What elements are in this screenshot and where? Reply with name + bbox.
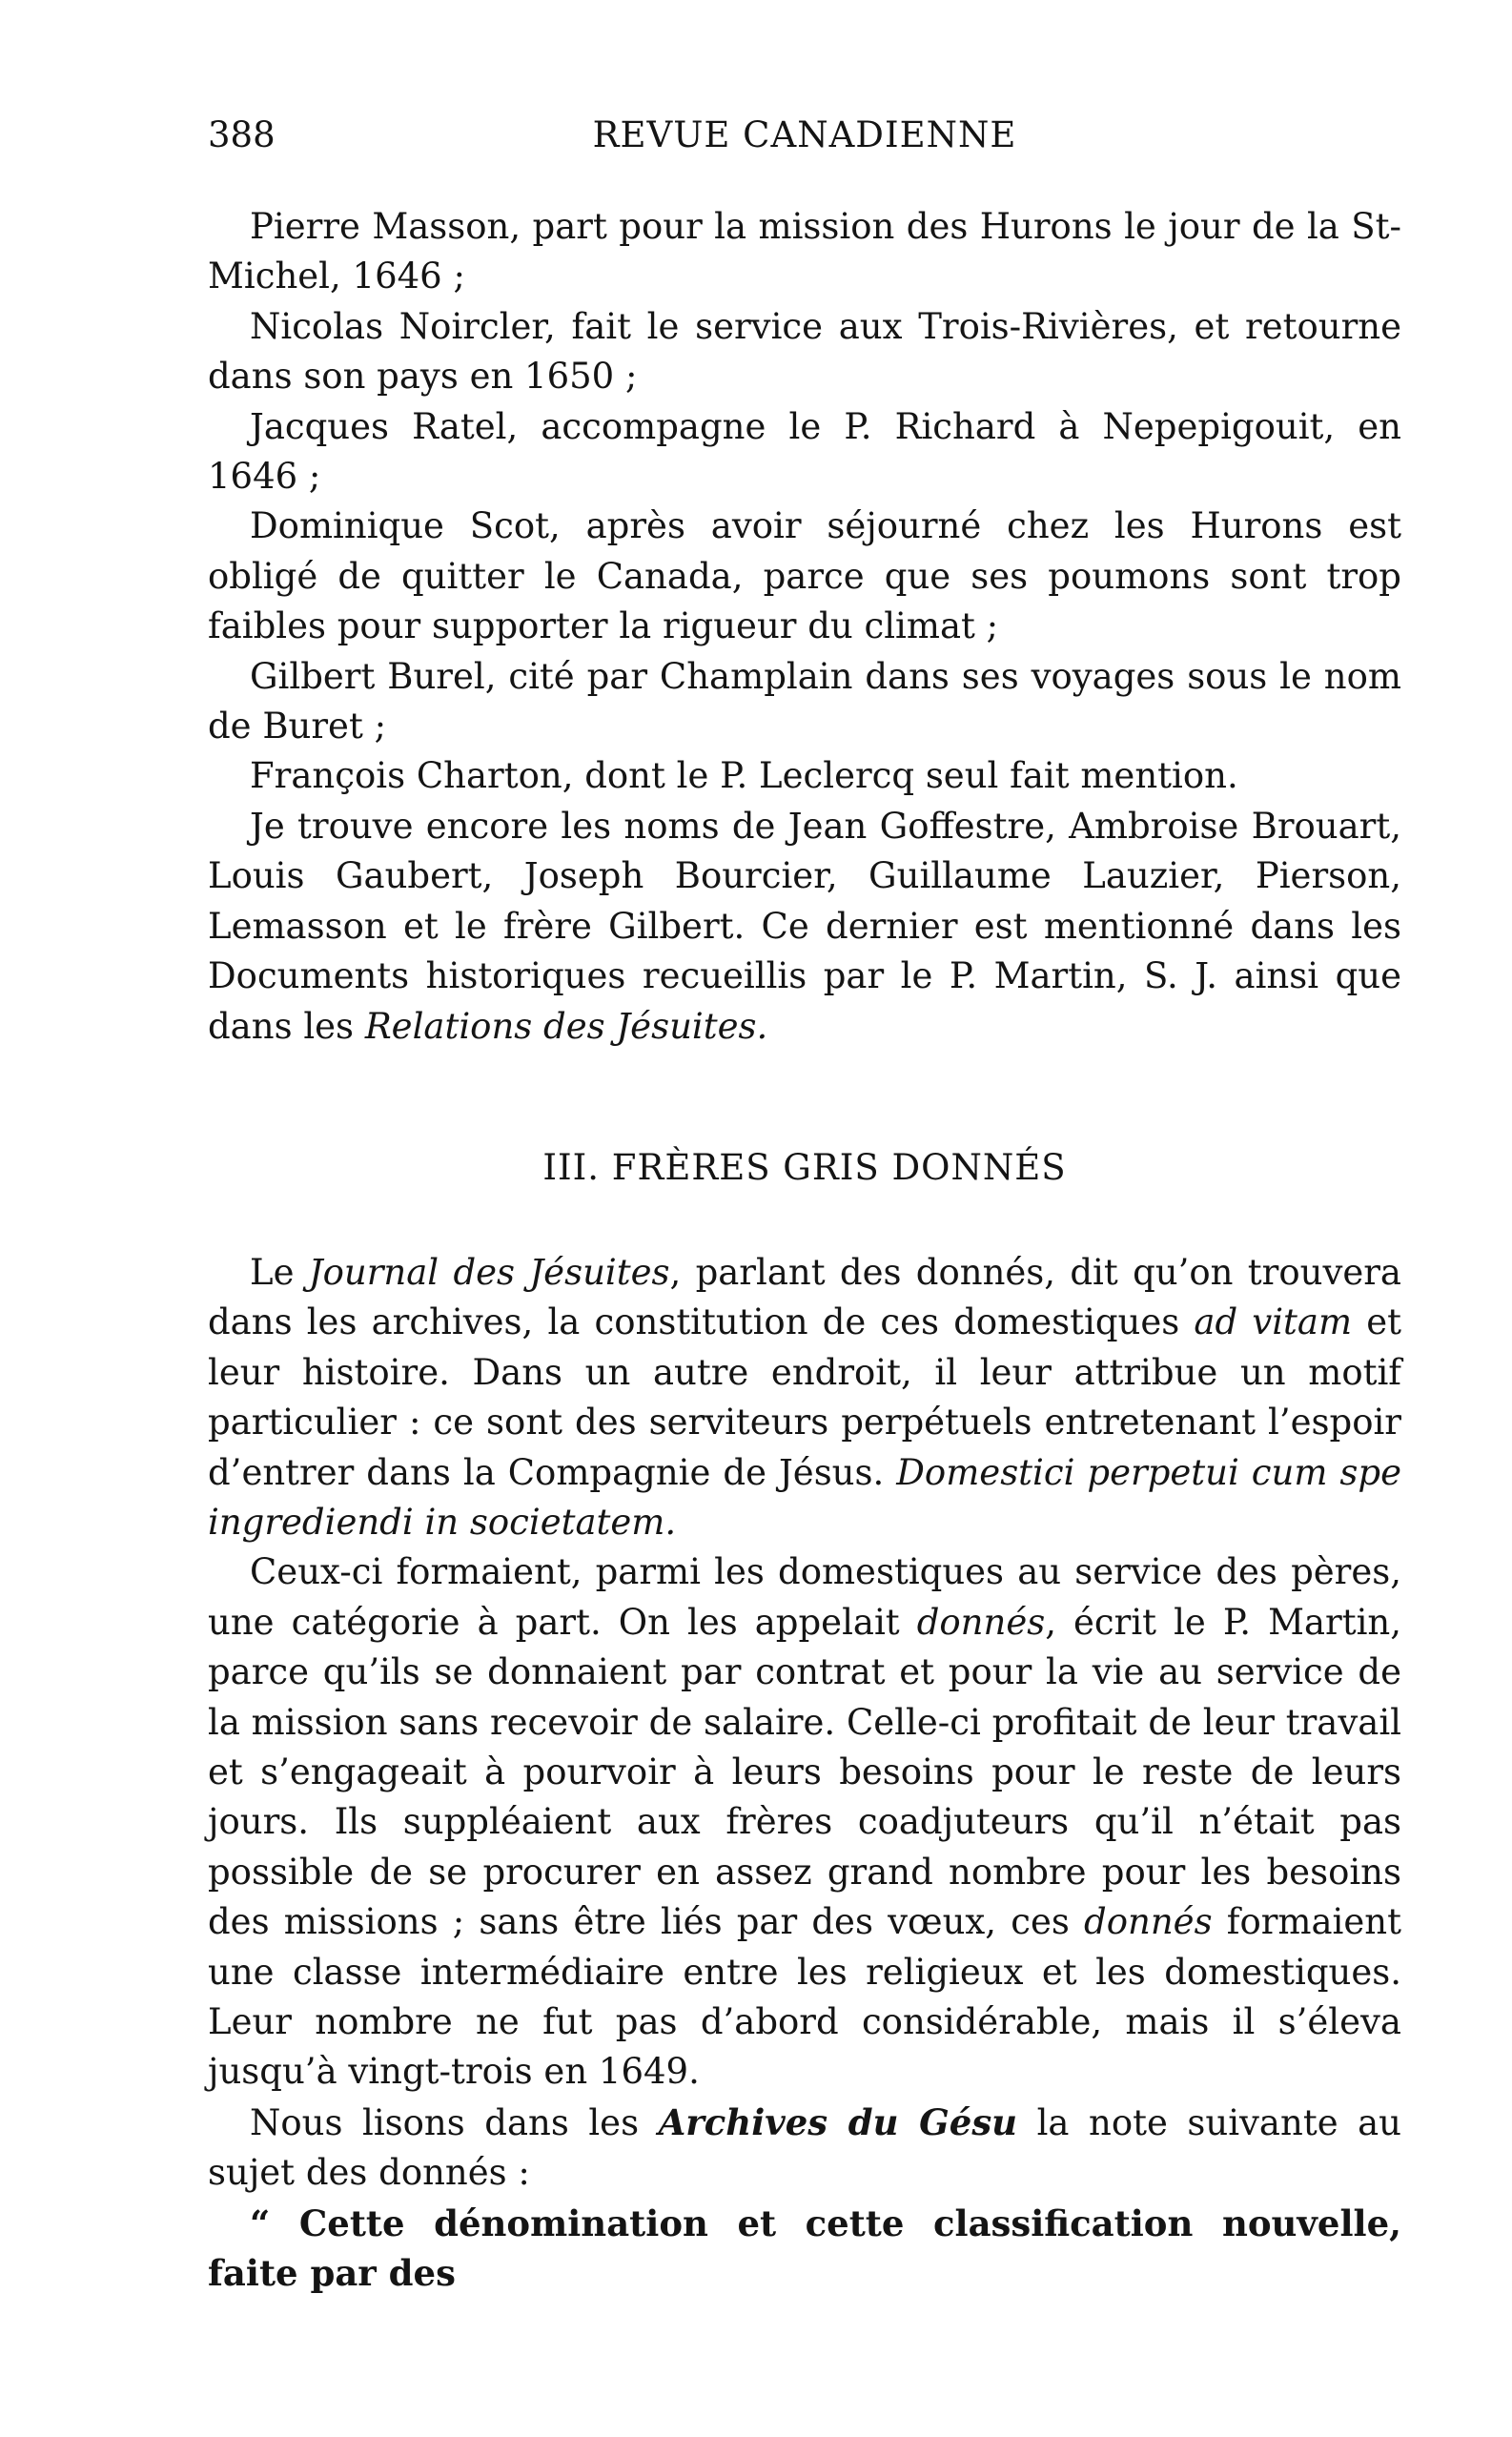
section-title: III. FRÈRES GRIS DONNÉS	[542, 1146, 1067, 1188]
italic-title: Relations des Jésuites.	[364, 1005, 768, 1047]
paragraph-text: formaient une classe intermédiaire entre les religieux et les domestiques. Leur nombre ne fut pas d’abord considérable, mais il s’éleva jusqu’à vingt-trois en 1649.	[208, 1901, 1401, 2093]
italic-text: ad vitam	[1194, 1301, 1353, 1343]
paragraph-ceux	[208, 1547, 1401, 2097]
italic-text: donnés	[1084, 1901, 1213, 1943]
page-body	[208, 202, 1401, 2298]
paragraph-text: et leur histoire. Dans un autre endroit, il leur attribue un motif particulier : ce sont des serviteurs perpétuels entretenant l’espoir d’entrer dans la Compagnie de Jésus.	[208, 1301, 1401, 1493]
running-title: REVUE CANADIENNE	[592, 114, 1017, 155]
paragraph-text: Je trouve encore les noms de Jean Goffestre, Ambroise Brouart, Louis Gaubert, Joseph Bourcier, Guillaume Lauzier, Pierson, Lemasson et le frère Gilbert. Ce dernier est mentionné dans les Documents historiques recueillis par le P. Martin, S. J. ainsi que dans les	[208, 805, 1401, 1047]
italic-text: Archives du Gésu	[658, 2100, 1018, 2143]
list-item: Pierre Masson, part pour la mission des Hurons le jour de la St-Michel, 1646 ;	[208, 206, 1401, 297]
quote-start: “ Cette dénomination et cette classification nouvelle, faite par des	[208, 2201, 1401, 2295]
list-item: Dominique Scot, après avoir séjourné chez les Hurons est obligé de quitter le Canada, parce que ses poumons sont trop faibles pour supporter la rigueur du climat ;	[208, 505, 1401, 647]
page-number: 388	[208, 114, 276, 155]
paragraph-text: , écrit le P. Martin, parce qu’ils se donnaient par contrat et pour la vie au service de la mission sans recevoir de salaire. Celle-ci profitait de leur travail et s’engageait à pourvoir à leurs besoins pour le reste de leurs jours. Ils suppléaient aux frères coadjuteurs qu’il n’était pas possible de se procurer en assez grand nombre pour les besoins des missions ; sans être liés par des vœux, ces	[208, 1601, 1401, 1943]
list-item: Nicolas Noircler, fait le service aux Trois-Rivières, et retourne dans son pays en 1650 ;	[208, 305, 1401, 398]
italic-text: Domestici perpetui cum spe ingrediendi in societatem.	[208, 1451, 1401, 1543]
list-item: Gilbert Burel, cité par Champlain dans ses voyages sous le nom de Buret ;	[208, 655, 1401, 747]
document-page	[208, 107, 1401, 2298]
paragraph-text: Ceux-ci formaient, parmi les domestiques au service des pères, une catégorie à part. On les appelait	[208, 1551, 1401, 1643]
paragraph-text: la note suivante au sujet des donnés :	[208, 2101, 1401, 2194]
paragraph-noms	[208, 802, 1401, 1052]
paragraph-journal	[208, 1248, 1401, 1547]
list-item: François Charton, dont le P. Leclercq seul fait mention.	[250, 755, 1238, 797]
paragraph-text: Le	[250, 1251, 309, 1293]
paragraph-archives	[208, 2098, 1401, 2199]
italic-text: Journal des Jésuites	[308, 1251, 670, 1293]
paragraph-text: , parlant des donnés, dit qu’on trouvera dans les archives, la constitution de ces domestiques	[208, 1251, 1401, 1343]
page-header	[208, 107, 1401, 164]
italic-text: donnés	[916, 1601, 1046, 1643]
paragraph-text: Nous lisons dans les	[250, 2101, 659, 2143]
list-item: Jacques Ratel, accompagne le P. Richard à Nepepigouit, en 1646 ;	[208, 405, 1401, 498]
